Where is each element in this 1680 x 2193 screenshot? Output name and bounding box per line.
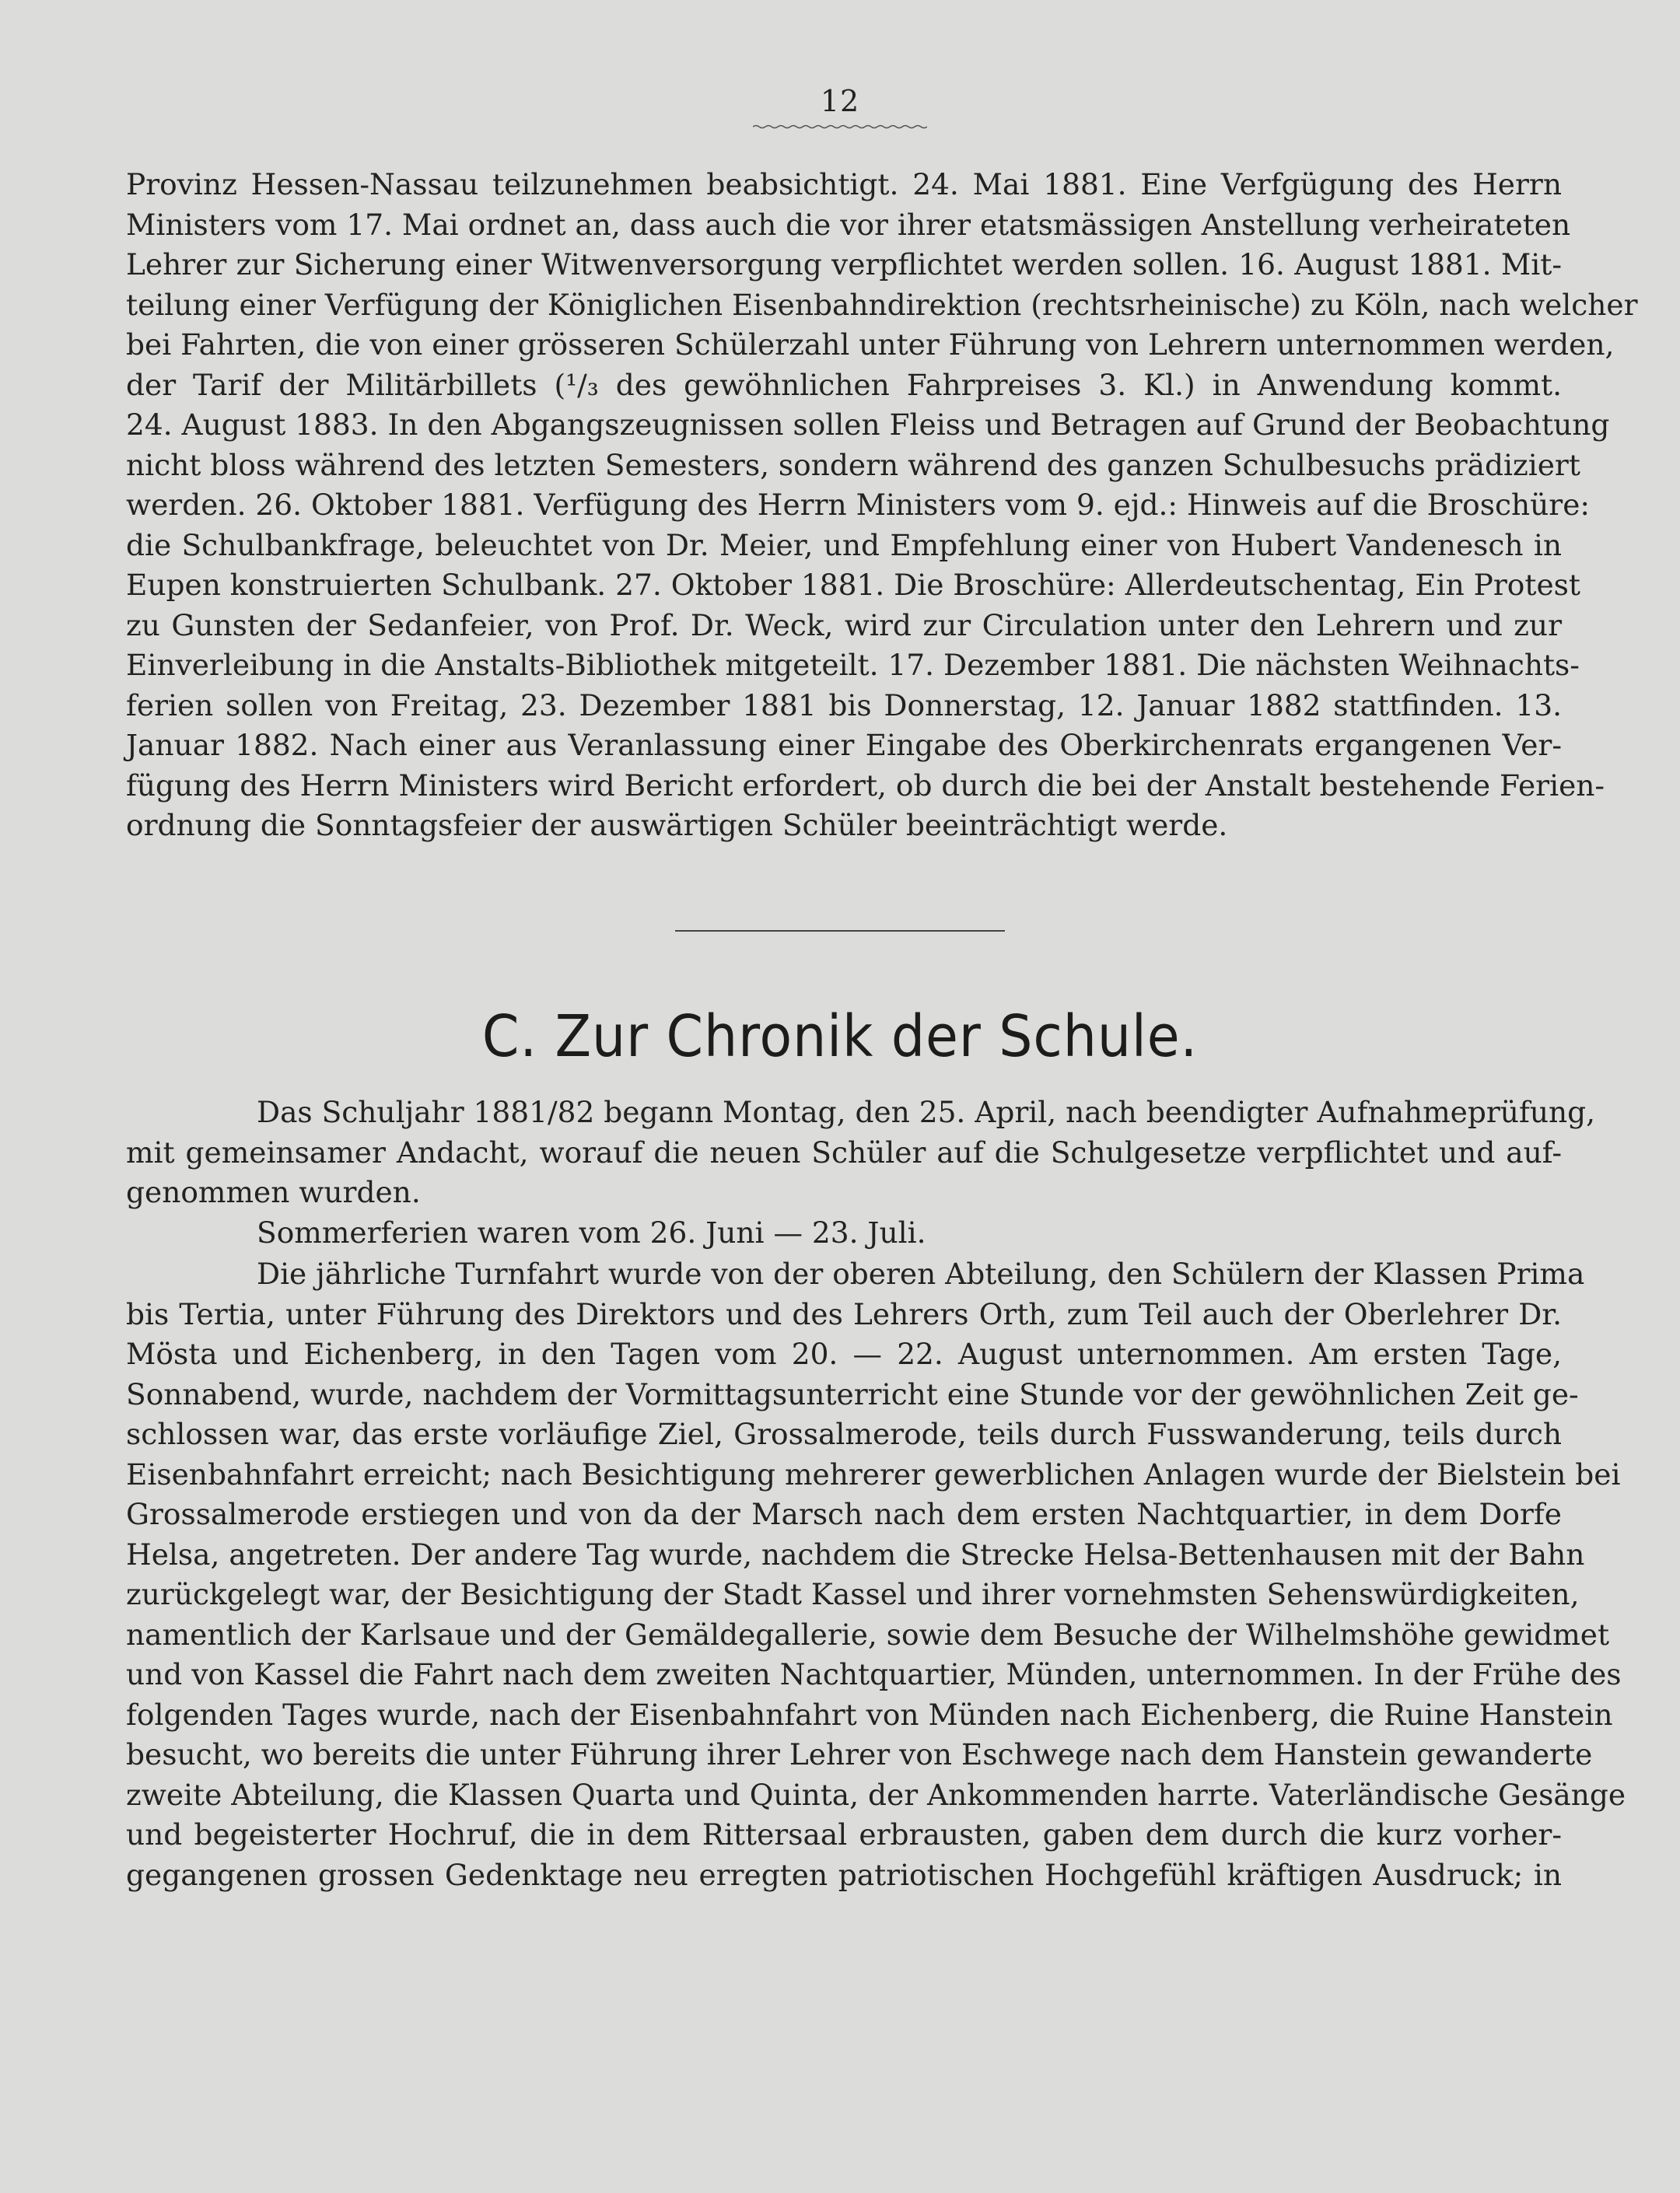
text-line: folgenden Tages wurde, nach der Eisenbahnfahrt von Münden nach Eichenberg, die Ruine Hanstein bbox=[126, 1697, 1613, 1732]
text-line: fügung des Herrn Ministers wird Bericht erfordert, ob durch die bei der Anstalt bestehende Ferien- bbox=[126, 768, 1605, 803]
text-line: teilung einer Verfügung der Königlichen Eisenbahndirektion (rechtsrheinische) zu Köln, nach welcher bbox=[126, 287, 1638, 322]
text-line: Eisenbahnfahrt erreicht; nach Besichtigung mehrerer gewerblichen Anlagen wurde der Bielstein bei bbox=[126, 1457, 1621, 1492]
text-line: Helsa, angetreten. Der andere Tag wurde, nachdem die Strecke Helsa-Bettenhausen mit der Bahn bbox=[126, 1537, 1585, 1572]
text-line: zweite Abteilung, die Klassen Quarta und Quinta, der Ankommenden harrte. Vaterländische Gesänge bbox=[126, 1777, 1626, 1812]
text-line: schlossen war, das erste vorläufige Ziel, Grossalmerode, teils durch Fusswanderung, teils durch bbox=[126, 1417, 1562, 1451]
paragraph-top bbox=[126, 165, 1638, 846]
page-number: 12 bbox=[820, 84, 860, 118]
text-line: Einverleibung in die Anstalts-Bibliothek mitgeteilt. 17. Dezember 1881. Die nächsten Weihnachts- bbox=[126, 648, 1580, 682]
paragraph-school-year bbox=[126, 1093, 1596, 1213]
text-line: 24. August 1883. In den Abgangszeugnissen sollen Fleiss und Betragen auf Grund der Beobachtung bbox=[126, 407, 1610, 442]
paragraph-excursion bbox=[126, 1254, 1626, 1895]
paragraph-summer-holidays bbox=[126, 1213, 1562, 1254]
section-title: C. Zur Chronik der Schule. bbox=[481, 1003, 1199, 1070]
text-line: genommen wurden. bbox=[126, 1175, 421, 1209]
text-line: bis Tertia, unter Führung des Direktors und des Lehrers Orth, zum Teil auch der Oberlehrer Dr. bbox=[126, 1296, 1562, 1331]
text-line: Sonnabend, wurde, nachdem der Vormittagsunterricht eine Stunde vor der gewöhnlichen Zeit ge- bbox=[126, 1376, 1579, 1411]
text-line: Provinz Hessen-Nassau teilzunehmen beabsichtigt. 24. Mai 1881. Eine Verfgügung des Herrn bbox=[126, 167, 1562, 201]
text-line: Eupen konstruierten Schulbank. 27. Oktober 1881. Die Broschüre: Allerdeutschentag, Ein Protest bbox=[126, 568, 1580, 602]
text-line: bei Fahrten, die von einer grösseren Schülerzahl unter Führung von Lehrern unternommen werden, bbox=[126, 327, 1615, 362]
text-line: nicht bloss während des letzten Semesters, sondern während des ganzen Schulbesuchs prädiziert bbox=[126, 447, 1580, 482]
text-line: mit gemeinsamer Andacht, worauf die neuen Schüler auf die Schulgesetze verpflichtet und auf- bbox=[126, 1135, 1562, 1170]
text-line: besucht, wo bereits die unter Führung ihrer Lehrer von Eschwege nach dem Hanstein gewanderte bbox=[126, 1737, 1593, 1772]
section-divider bbox=[675, 930, 1005, 932]
page-number-ornament bbox=[753, 124, 927, 129]
text-line: ordnung die Sonntagsfeier der auswärtigen Schüler beeinträchtigt werde. bbox=[126, 808, 1228, 842]
text-line: Januar 1882. Nach einer aus Veranlassung einer Eingabe des Oberkirchenrats ergangenen Ver- bbox=[126, 728, 1562, 762]
text-line: gegangenen grossen Gedenktage neu erregten patriotischen Hochgefühl kräftigen Ausdruck; in bbox=[126, 1857, 1562, 1892]
text-line: ferien sollen von Freitag, 23. Dezember 1881 bis Donnerstag, 12. Januar 1882 stattfinden. 13. bbox=[126, 687, 1562, 722]
text-line: werden. 26. Oktober 1881. Verfügung des Herrn Ministers vom 9. ejd.: Hinweis auf die Broschüre: bbox=[126, 488, 1591, 522]
text-line: zurückgelegt war, der Besichtigung der Stadt Kassel und ihrer vornehmsten Sehenswürdigkeiten, bbox=[126, 1577, 1580, 1611]
text-line: Lehrer zur Sicherung einer Witwenversorgung verpflichtet werden sollen. 16. August 1881. Mit- bbox=[126, 247, 1562, 282]
text-line: Die jährliche Turnfahrt wurde von der oberen Abteilung, den Schülern der Klassen Prima bbox=[257, 1257, 1585, 1291]
text-line: der Tarif der Militärbillets (¹/₃ des gewöhnlichen Fahrpreises 3. Kl.) in Anwendung kommt. bbox=[126, 367, 1562, 402]
text-line: Sommerferien waren vom 26. Juni — 23. Juli. bbox=[257, 1215, 926, 1250]
text-line: namentlich der Karlsaue und der Gemäldegallerie, sowie dem Besuche der Wilhelmshöhe gewidmet bbox=[126, 1617, 1610, 1652]
text-line: Grossalmerode erstiegen und von da der Marsch nach dem ersten Nachtquartier, in dem Dorfe bbox=[126, 1497, 1562, 1531]
text-line: Ministers vom 17. Mai ordnet an, dass auch die vor ihrer etatsmässigen Anstellung verheirateten bbox=[126, 207, 1571, 242]
text-line: und begeisterter Hochruf, die in dem Rittersaal erbrausten, gaben dem durch die kurz vorher- bbox=[126, 1817, 1562, 1852]
text-line: die Schulbankfrage, beleuchtet von Dr. Meier, und Empfehlung einer von Hubert Vandenesch in bbox=[126, 527, 1562, 562]
text-line: Das Schuljahr 1881/82 begann Montag, den 25. April, nach beendigter Aufnahmeprüfung, bbox=[257, 1095, 1596, 1129]
text-line: und von Kassel die Fahrt nach dem zweiten Nachtquartier, Münden, unternommen. In der Frühe des bbox=[126, 1657, 1622, 1691]
text-line: zu Gunsten der Sedanfeier, von Prof. Dr. Weck, wird zur Circulation unter den Lehrern und zur bbox=[126, 607, 1562, 642]
text-line: Mösta und Eichenberg, in den Tagen vom 20. — 22. August unternommen. Am ersten Tage, bbox=[126, 1337, 1562, 1371]
